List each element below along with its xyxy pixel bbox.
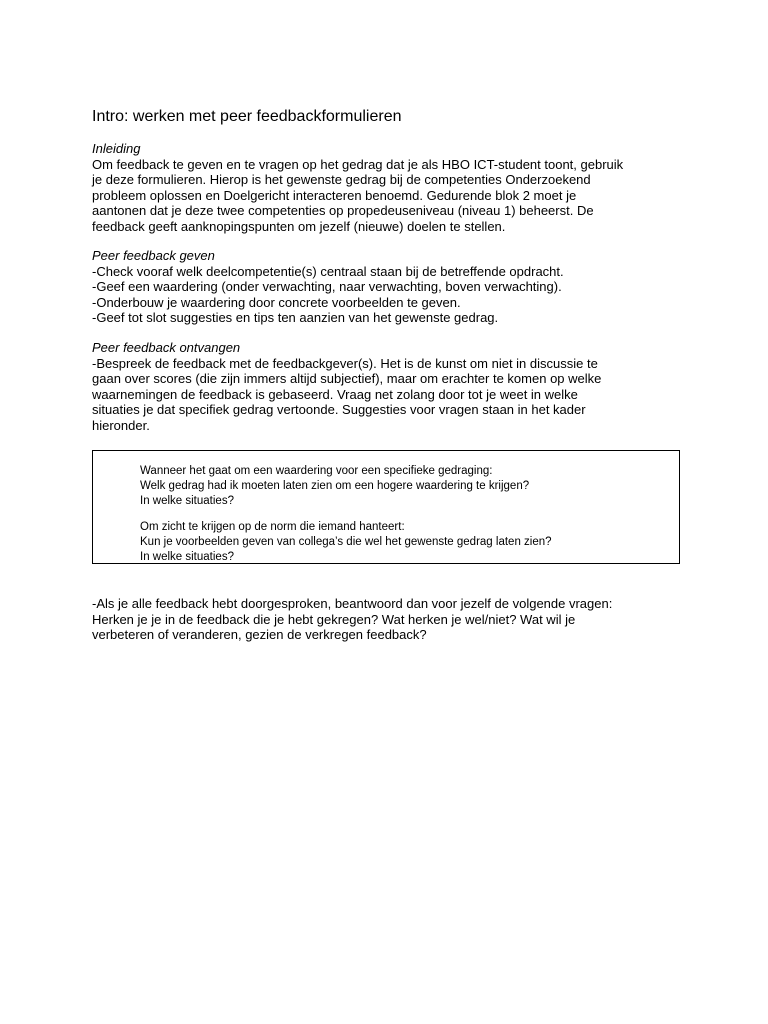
paragraph-line: je deze formulieren. Hierop is het gewenste gedrag bij de competenties Onderzoekend <box>92 172 591 188</box>
closing-paragraph <box>92 596 692 643</box>
section-inleiding <box>92 141 692 235</box>
list-item: -Geef tot slot suggesties en tips ten aanzien van het gewenste gedrag. <box>92 310 499 326</box>
paragraph-line: situaties je dat specifiek gedrag vertoonde. Suggesties voor vragen staan in het kader <box>92 402 586 418</box>
box-line: Welk gedrag had ik moeten laten zien om een hogere waardering te krijgen? <box>140 480 530 492</box>
paragraph-line: Om feedback te geven en te vragen op het gedrag dat je als HBO ICT-student toont, gebruik <box>92 156 624 172</box>
question-box <box>92 450 680 564</box>
question-group-norm <box>140 520 552 565</box>
list-item: -Check vooraf welk deelcompetentie(s) centraal staan bij de betreffende opdracht. <box>92 263 564 279</box>
box-line: Kun je voorbeelden geven van collega’s die wel het gewenste gedrag laten zien? <box>140 536 552 548</box>
paragraph-line: aantonen dat je deze twee competenties op propedeuseniveau (niveau 1) beheerst. De <box>92 203 594 219</box>
paragraph-line: gaan over scores (die zijn immers altijd subjectief), maar om erachter te komen op welke <box>92 371 602 387</box>
section-heading: Inleiding <box>92 141 141 156</box>
box-line: Om zicht te krijgen op de norm die iemand hanteert: <box>140 521 405 533</box>
section-peer-feedback-geven <box>92 248 692 326</box>
list-item: -Geef een waardering (onder verwachting, naar verwachting, boven verwachting). <box>92 279 562 295</box>
paragraph-line: verbeteren of veranderen, gezien de verkregen feedback? <box>92 627 427 643</box>
paragraph-line: -Als je alle feedback hebt doorgesproken, beantwoord dan voor jezelf de volgende vragen: <box>92 596 613 611</box>
section-heading: Peer feedback ontvangen <box>92 340 241 355</box>
paragraph-line: waarnemingen de feedback is gebaseerd. Vraag net zolang door tot je weet in welke <box>92 386 578 402</box>
section-heading: Peer feedback geven <box>92 248 215 263</box>
document-title: Intro: werken met peer feedbackformulieren <box>92 108 402 125</box>
paragraph-line: hieronder. <box>92 417 150 433</box>
paragraph-line: Herken je je in de feedback die je hebt gekregen? Wat herken je wel/niet? Wat wil je <box>92 611 576 627</box>
section-peer-feedback-ontvangen <box>92 340 692 434</box>
box-line: Wanneer het gaat om een waardering voor een specifieke gedraging: <box>140 465 493 477</box>
question-group-waardering <box>140 464 529 509</box>
paragraph-line: -Bespreek de feedback met de feedbackgever(s). Het is de kunst om niet in discussie te <box>92 355 598 371</box>
box-line: In welke situaties? <box>140 495 234 507</box>
box-line: In welke situaties? <box>140 551 234 563</box>
list-item: -Onderbouw je waardering door concrete voorbeelden te geven. <box>92 294 461 310</box>
paragraph-line: probleem oplossen en Doelgericht interacteren benoemd. Gedurende blok 2 moet je <box>92 187 577 203</box>
paragraph-line: feedback geeft aanknopingspunten om jezelf (nieuwe) doelen te stellen. <box>92 218 506 234</box>
